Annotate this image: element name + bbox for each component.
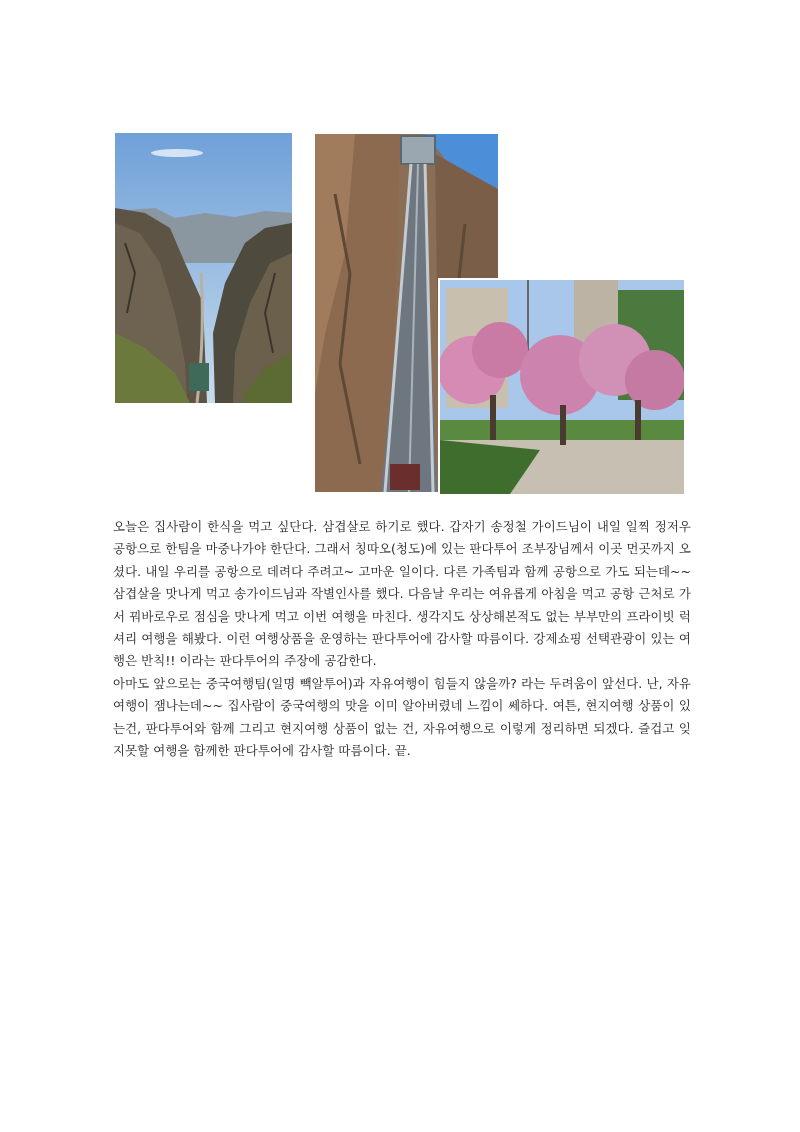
article-paragraph: 아마도 앞으로는 중국여행팀(일명 빽알투어)과 자유여행이 힘들지 않을까? 라는 두려움이 앞선다. 난, 자유여행이 잼나는데~~ 집사람이 중국여행의 맛을 이미 알아버렸네 느낌이 쎄하다. 여튼, 현지여행 상품이 있는건, 판다투어와 함께 그리고 현지여행 상품이 없는 건, 자유여행으로 이렇게 정리하면 되겠다. 즐겁고 잊지못할 여행을 함께한 판다투어에 감사할 따름이다. 끝. [113, 675, 691, 759]
article-paragraph: 오늘은 집사람이 한식을 먹고 싶단다. 삼겹살로 하기로 했다. 갑자기 송정철 가이드님이 내일 일찍 정저우 공항으로 한팀을 마중나가야 한단다. 그래서 칭따오(청도)에 있는 판다투어 조부장님께서 이곳 먼곳까지 오셨다. 내일 우리를 공항으로 데려다 주려고~ 고마운 일이다. 다른 가족팀과 함께 공항으로 가도 되는데~~ 삼겹살을 맛나게 먹고 송가이드님과 작별인사를 했다. 다음날 우리는 여유롭게 아침을 먹고 공항 근처로 가서 꿔바로우로 점심을 맛나게 먹고 이번 여행을 마친다. 생각지도 상상해본적도 없는 부부만의 프라이빗 럭셔리 여행을 해봤다. 이런 여행상품을 운영하는 판다투어에 감사할 따름이다. 강제쇼핑 선택관광이 있는 여행은 반칙!! 이라는 판다투어의 주장에 공감한다. [113, 519, 691, 669]
canyon-valley-photo [115, 133, 292, 403]
article-body [113, 516, 691, 762]
cherry-blossom-photo [438, 278, 684, 494]
